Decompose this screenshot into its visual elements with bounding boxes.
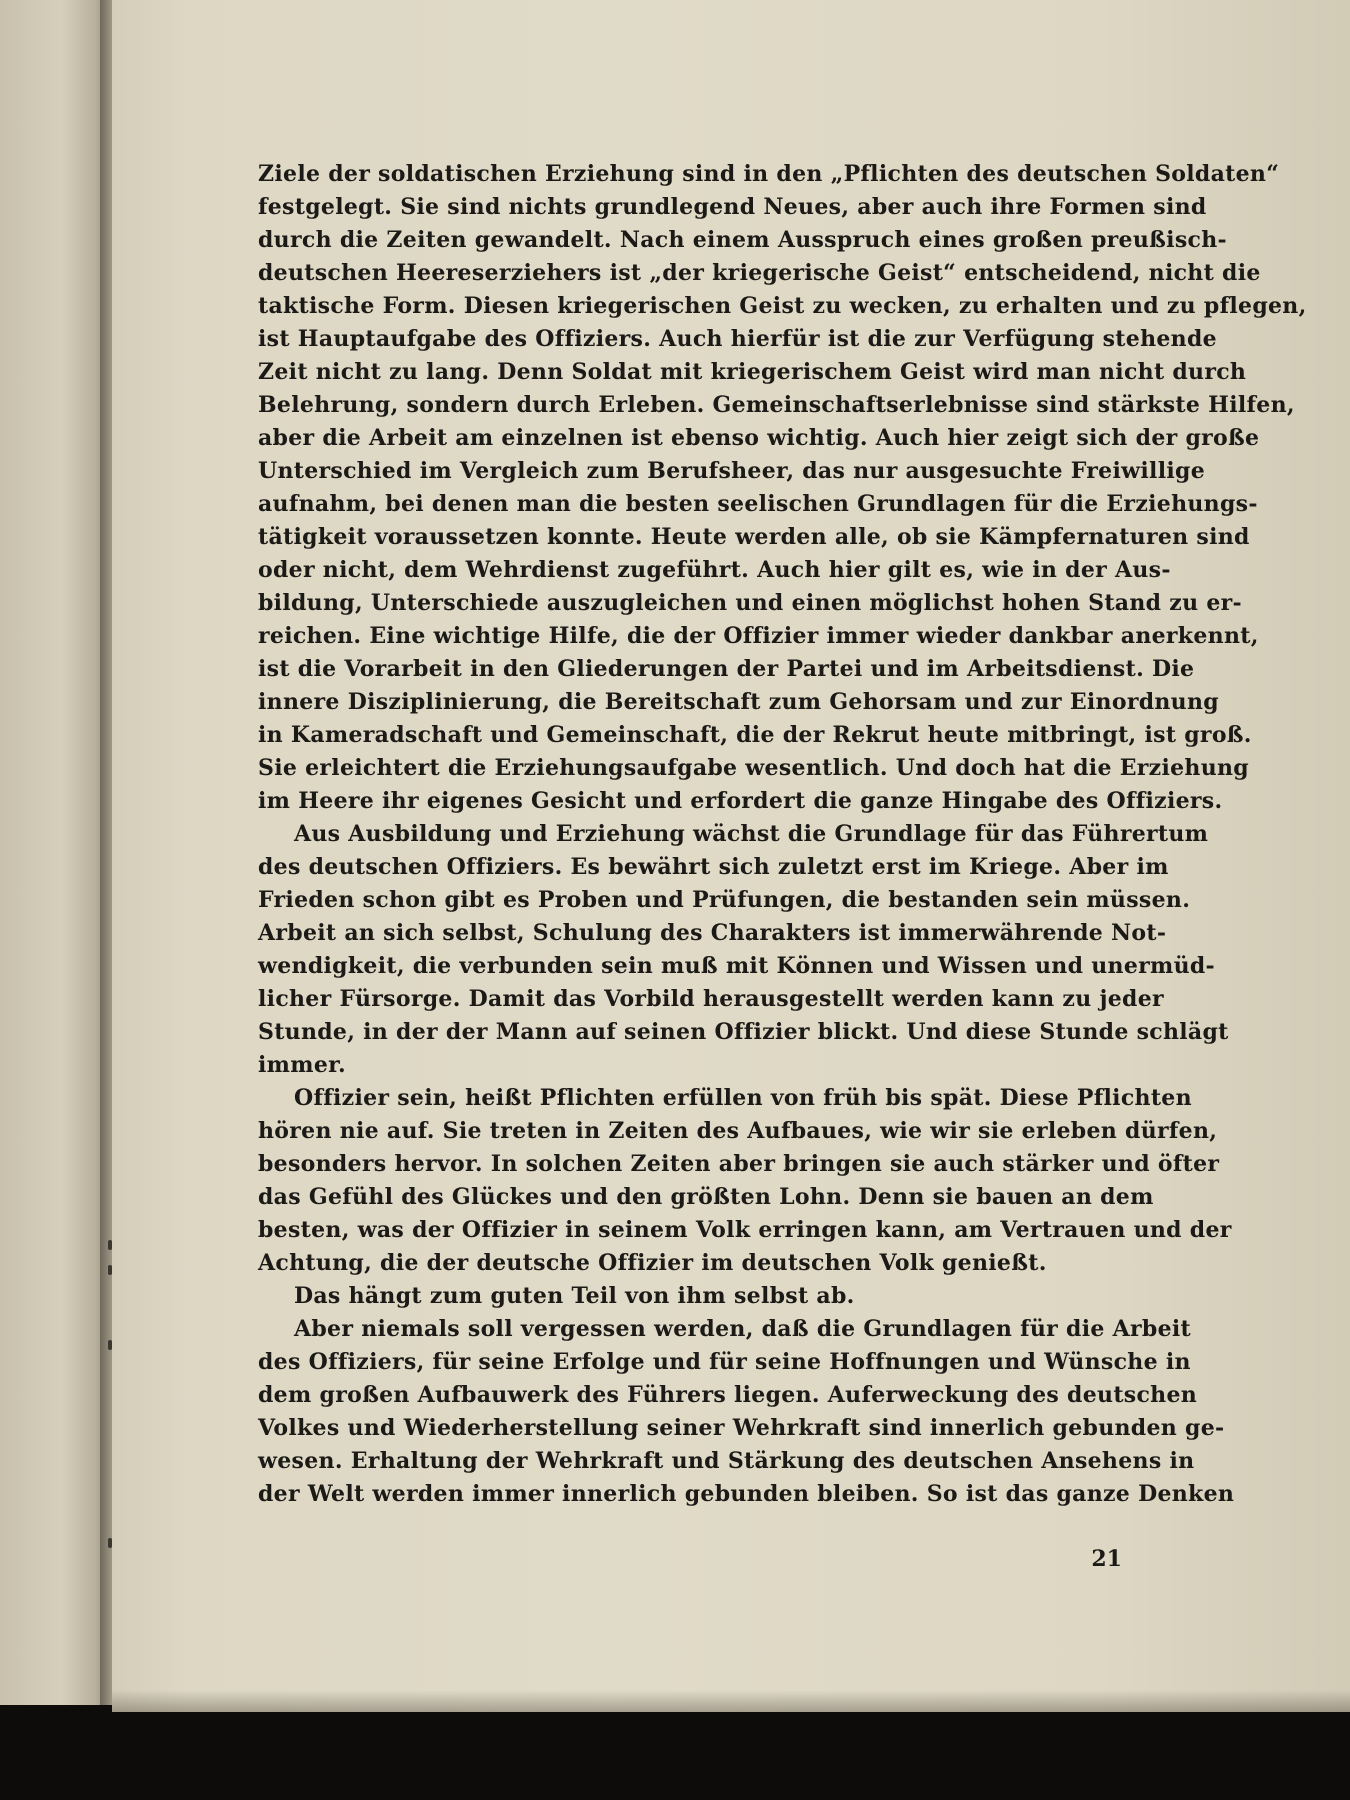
text-line: des deutschen Offiziers. Es bewährt sich zuletzt erst im Kriege. Aber im <box>258 854 1169 880</box>
text-line: wendigkeit, die verbunden sein muß mit Können und Wissen und unermüd- <box>258 953 1215 979</box>
text-line: innere Disziplinierung, die Bereitschaft zum Gehorsam und zur Einordnung <box>258 689 1219 715</box>
text-line: im Heere ihr eigenes Gesicht und erfordert die ganze Hingabe des Offiziers. <box>258 788 1223 814</box>
text-line: das Gefühl des Glückes und den größten Lohn. Denn sie bauen an dem <box>258 1184 1154 1210</box>
text-line: Sie erleichtert die Erziehungsaufgabe wesentlich. Und doch hat die Erziehung <box>258 755 1249 781</box>
text-line: ist die Vorarbeit in den Gliederungen der Partei und im Arbeitsdienst. Die <box>258 656 1195 682</box>
text-line: besonders hervor. In solchen Zeiten aber bringen sie auch stärker und öfter <box>258 1151 1220 1177</box>
text-line: oder nicht, dem Wehrdienst zugeführt. Auch hier gilt es, wie in der Aus- <box>258 557 1171 583</box>
text-line: besten, was der Offizier in seinem Volk erringen kann, am Vertrauen und der <box>258 1217 1232 1243</box>
text-line: hören nie auf. Sie treten in Zeiten des Aufbaues, wie wir sie erleben dürfen, <box>258 1118 1218 1144</box>
text-line: dem großen Aufbauwerk des Führers liegen. Auferweckung des deutschen <box>258 1382 1198 1408</box>
text-line: reichen. Eine wichtige Hilfe, die der Offizier immer wieder dankbar anerkennt, <box>258 623 1259 649</box>
body-text <box>258 158 1307 1511</box>
page-bottom-shadow <box>112 1690 1350 1712</box>
text-line: Volkes und Wiederherstellung seiner Wehrkraft sind innerlich gebunden ge- <box>258 1415 1225 1441</box>
left-page-edge <box>0 0 112 1705</box>
text-line: bildung, Unterschiede auszugleichen und einen möglichst hohen Stand zu er- <box>258 590 1242 616</box>
text-line: Zeit nicht zu lang. Denn Soldat mit kriegerischem Geist wird man nicht durch <box>258 359 1247 385</box>
text-line: taktische Form. Diesen kriegerischen Geist zu wecken, zu erhalten und zu pflegen, <box>258 293 1307 319</box>
text-line: wesen. Erhaltung der Wehrkraft und Stärkung des deutschen Ansehens in <box>258 1448 1195 1474</box>
text-line: festgelegt. Sie sind nichts grundlegend Neues, aber auch ihre Formen sind <box>258 194 1207 220</box>
text-line: Aus Ausbildung und Erziehung wächst die Grundlage für das Führertum <box>294 821 1209 847</box>
text-line: Arbeit an sich selbst, Schulung des Charakters ist immerwährende Not- <box>258 920 1167 946</box>
text-line: aufnahm, bei denen man die besten seelischen Grundlagen für die Erziehungs- <box>258 491 1258 517</box>
text-line: immer. <box>258 1052 346 1078</box>
text-line: Offizier sein, heißt Pflichten erfüllen von früh bis spät. Diese Pflichten <box>294 1085 1192 1111</box>
text-line: tätigkeit voraussetzen konnte. Heute werden alle, ob sie Kämpfernaturen sind <box>258 524 1250 550</box>
text-line: des Offiziers, für seine Erfolge und für seine Hoffnungen und Wünsche in <box>258 1349 1191 1375</box>
page-number: 21 <box>1091 1546 1122 1572</box>
text-line: durch die Zeiten gewandelt. Nach einem Ausspruch eines großen preußisch- <box>258 227 1227 253</box>
text-line: Ziele der soldatischen Erziehung sind in den „Pflichten des deutschen Soldaten“ <box>258 161 1280 187</box>
text-line: der Welt werden immer innerlich gebunden bleiben. So ist das ganze Denken <box>258 1481 1235 1507</box>
text-line: Frieden schon gibt es Proben und Prüfungen, die bestanden sein müssen. <box>258 887 1191 913</box>
text-line: licher Fürsorge. Damit das Vorbild herausgestellt werden kann zu jeder <box>258 986 1164 1012</box>
text-line: Belehrung, sondern durch Erleben. Gemeinschaftserlebnisse sind stärkste Hilfen, <box>258 392 1295 418</box>
text-line: deutschen Heereserziehers ist „der kriegerische Geist“ entscheidend, nicht die <box>258 260 1261 286</box>
text-line: ist Hauptaufgabe des Offiziers. Auch hierfür ist die zur Verfügung stehende <box>258 326 1217 352</box>
text-line: Das hängt zum guten Teil von ihm selbst ab. <box>294 1283 855 1309</box>
text-line: Unterschied im Vergleich zum Berufsheer, das nur ausgesuchte Freiwillige <box>258 458 1205 484</box>
text-line: aber die Arbeit am einzelnen ist ebenso wichtig. Auch hier zeigt sich der große <box>258 425 1260 451</box>
text-line: Achtung, die der deutsche Offizier im deutschen Volk genießt. <box>258 1250 1047 1276</box>
text-line: Aber niemals soll vergessen werden, daß die Grundlagen für die Arbeit <box>294 1316 1191 1342</box>
text-line: in Kameradschaft und Gemeinschaft, die der Rekrut heute mitbringt, ist groß. <box>258 722 1252 748</box>
text-line: Stunde, in der der Mann auf seinen Offizier blickt. Und diese Stunde schlägt <box>258 1019 1229 1045</box>
